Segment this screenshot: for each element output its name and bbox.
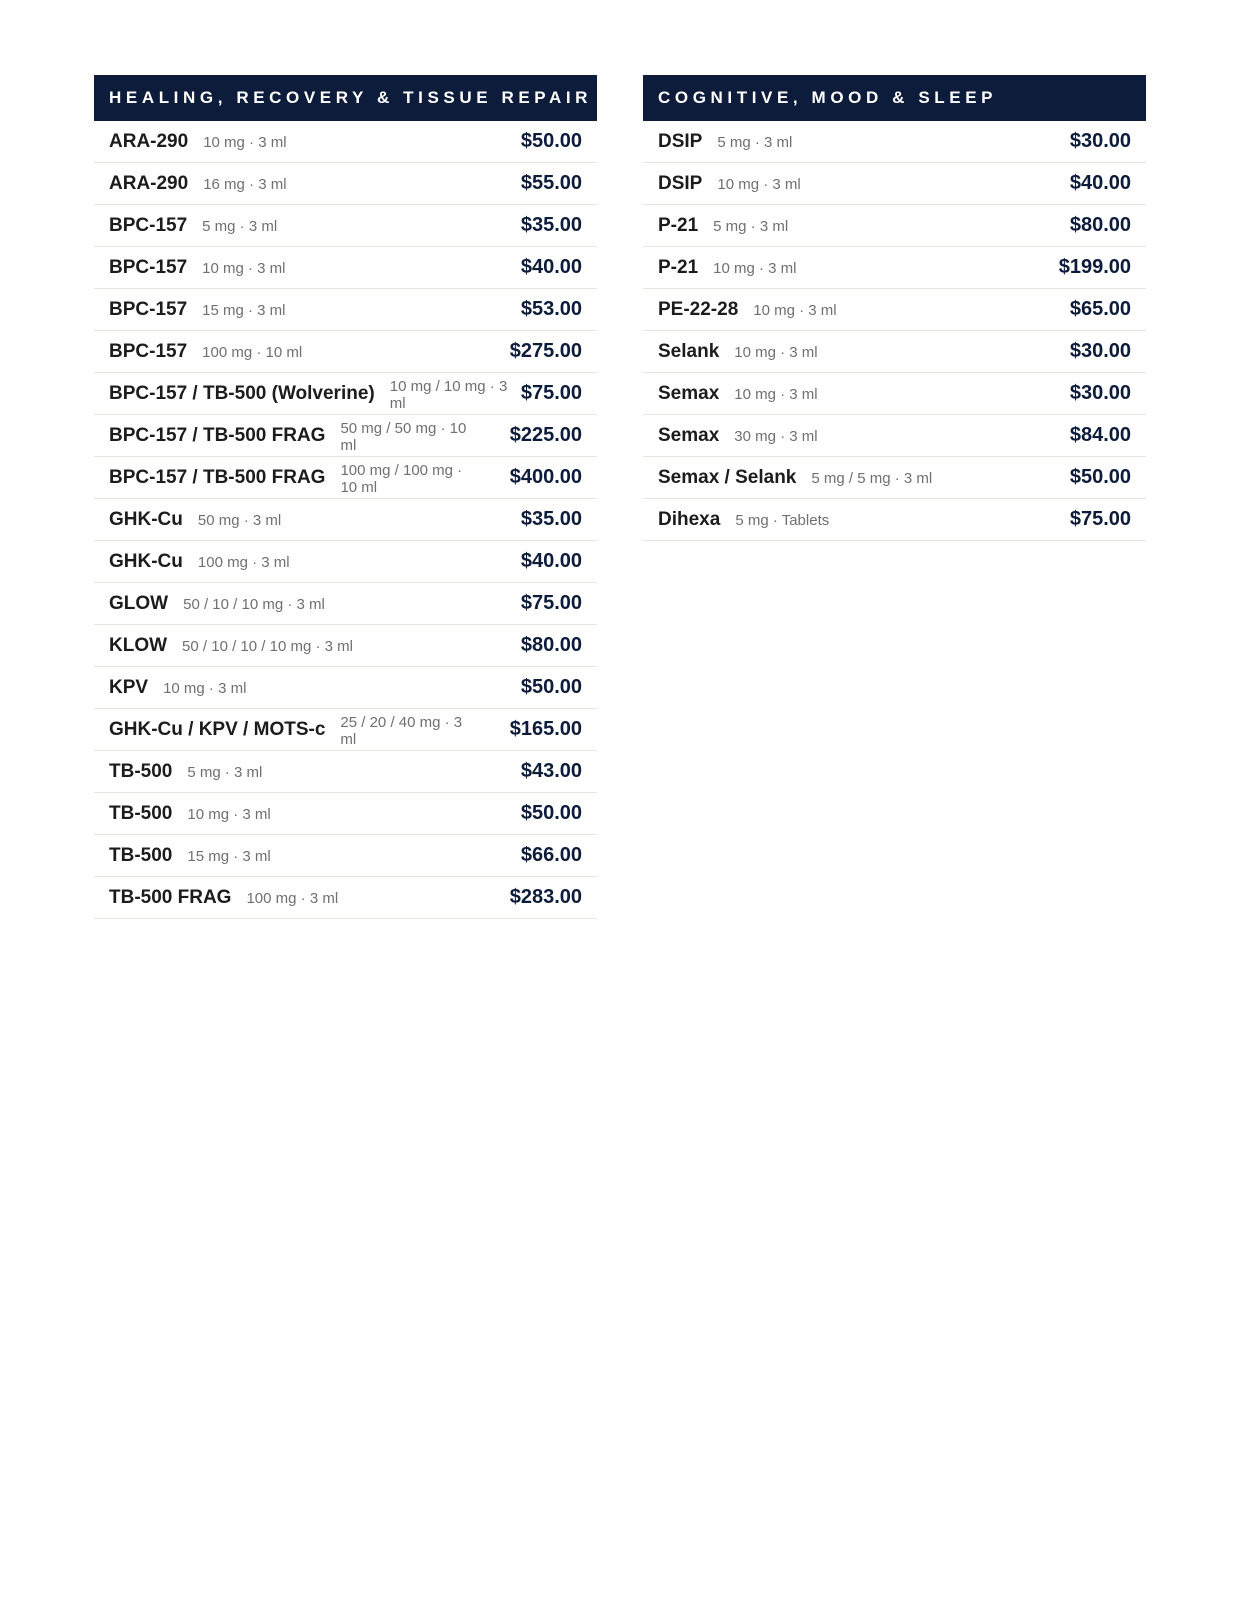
product-name: DSIP <box>658 131 703 152</box>
product-name: TB-500 <box>109 761 173 782</box>
product-price: $225.00 <box>509 424 582 446</box>
price-row <box>643 499 1146 541</box>
section-title: COGNITIVE, MOOD & SLEEP <box>658 88 998 107</box>
product-detail: 10 mg / 10 mg · 3 ml <box>389 378 508 412</box>
section-header <box>643 75 1146 121</box>
product-detail: 50 / 10 / 10 mg · 3 ml <box>183 596 325 613</box>
product-price: $43.00 <box>520 760 582 782</box>
product-detail: 10 mg · 3 ml <box>734 344 818 361</box>
product-name: ARA-290 <box>109 131 189 152</box>
product-detail: 25 / 20 / 40 mg · 3 ml <box>340 714 463 748</box>
product-price: $53.00 <box>520 298 582 320</box>
product-detail: 10 mg · 3 ml <box>734 386 818 403</box>
price-row <box>94 163 597 205</box>
product-name: Semax <box>658 425 720 446</box>
product-price: $65.00 <box>1069 298 1131 320</box>
product-price: $35.00 <box>520 508 582 530</box>
product-name: BPC-157 <box>109 299 188 320</box>
product-detail: 50 / 10 / 10 / 10 mg · 3 ml <box>182 638 353 655</box>
product-detail: 50 mg / 50 mg · 10 ml <box>340 420 467 454</box>
price-row <box>94 751 597 793</box>
price-row <box>643 289 1146 331</box>
product-price: $35.00 <box>520 214 582 236</box>
product-detail: 10 mg · 3 ml <box>717 176 801 193</box>
product-price: $80.00 <box>1069 214 1131 236</box>
price-row <box>94 625 597 667</box>
product-name: Selank <box>658 341 720 362</box>
product-name: BPC-157 / TB-500 (Wolverine) <box>109 383 375 404</box>
product-price: $55.00 <box>520 172 582 194</box>
product-detail: 10 mg · 3 ml <box>202 260 286 277</box>
product-name: Dihexa <box>658 509 721 530</box>
product-detail: 10 mg · 3 ml <box>203 134 287 151</box>
product-name: GHK-Cu <box>109 551 183 572</box>
product-price: $40.00 <box>520 256 582 278</box>
product-price: $165.00 <box>509 718 582 740</box>
price-row <box>643 457 1146 499</box>
price-row <box>94 121 597 163</box>
product-detail: 5 mg · 3 ml <box>202 218 278 235</box>
product-detail: 15 mg · 3 ml <box>187 848 271 865</box>
product-price: $80.00 <box>520 634 582 656</box>
price-row <box>94 415 597 457</box>
product-detail: 16 mg · 3 ml <box>203 176 287 193</box>
price-row <box>643 205 1146 247</box>
product-price: $40.00 <box>1069 172 1131 194</box>
section-title: HEALING, RECOVERY & TISSUE REPAIR <box>109 88 593 107</box>
price-row <box>94 583 597 625</box>
price-row <box>94 289 597 331</box>
product-name: TB-500 FRAG <box>109 887 232 908</box>
product-price: $50.00 <box>520 676 582 698</box>
price-row <box>643 247 1146 289</box>
price-row <box>643 415 1146 457</box>
product-price: $75.00 <box>1069 508 1131 530</box>
product-price: $50.00 <box>1069 466 1131 488</box>
product-name: KPV <box>109 677 149 698</box>
product-detail: 5 mg · Tablets <box>735 512 830 529</box>
product-price: $30.00 <box>1069 340 1131 362</box>
product-name: PE-22-28 <box>658 299 739 320</box>
product-detail: 30 mg · 3 ml <box>734 428 818 445</box>
product-name: DSIP <box>658 173 703 194</box>
product-name: BPC-157 <box>109 215 188 236</box>
product-detail: 100 mg · 3 ml <box>197 554 290 571</box>
product-price: $50.00 <box>520 130 582 152</box>
price-list <box>94 121 597 919</box>
product-name: Semax <box>658 383 720 404</box>
product-name: TB-500 <box>109 803 173 824</box>
product-name: GHK-Cu / KPV / MOTS-c <box>109 719 326 740</box>
product-price: $283.00 <box>509 886 582 908</box>
price-row <box>94 667 597 709</box>
price-row <box>94 793 597 835</box>
price-list-section-cognitive <box>643 75 1146 541</box>
price-row <box>94 709 597 751</box>
product-detail: 5 mg · 3 ml <box>187 764 263 781</box>
price-list-section-healing <box>94 75 597 919</box>
product-detail: 50 mg · 3 ml <box>197 512 282 529</box>
product-name: ARA-290 <box>109 173 189 194</box>
product-name: BPC-157 <box>109 257 188 278</box>
product-detail: 10 mg · 3 ml <box>713 260 797 277</box>
product-detail: 15 mg · 3 ml <box>202 302 286 319</box>
price-row <box>94 331 597 373</box>
section-header <box>94 75 597 121</box>
product-name: GHK-Cu <box>109 509 183 530</box>
product-price: $400.00 <box>509 466 582 488</box>
price-row <box>94 205 597 247</box>
product-price: $30.00 <box>1069 130 1131 152</box>
price-list <box>643 121 1146 541</box>
product-name: BPC-157 / TB-500 FRAG <box>109 425 326 446</box>
product-detail: 5 mg · 3 ml <box>713 218 789 235</box>
product-detail: 100 mg · 3 ml <box>246 890 339 907</box>
product-price: $40.00 <box>520 550 582 572</box>
product-name: P-21 <box>658 257 699 278</box>
product-name: GLOW <box>109 593 169 614</box>
product-name: BPC-157 <box>109 341 188 362</box>
price-row <box>94 541 597 583</box>
price-row <box>643 163 1146 205</box>
product-price: $75.00 <box>520 382 582 404</box>
product-detail: 10 mg · 3 ml <box>163 680 247 697</box>
product-name: TB-500 <box>109 845 173 866</box>
price-row <box>94 877 597 919</box>
product-price: $66.00 <box>520 844 582 866</box>
product-price: $30.00 <box>1069 382 1131 404</box>
price-row <box>94 247 597 289</box>
price-row <box>94 457 597 499</box>
price-row <box>94 499 597 541</box>
product-detail: 100 mg · 10 ml <box>202 344 303 361</box>
product-name: KLOW <box>109 635 168 656</box>
product-detail: 5 mg / 5 mg · 3 ml <box>811 470 933 487</box>
product-price: $275.00 <box>509 340 582 362</box>
price-row <box>94 835 597 877</box>
product-price: $84.00 <box>1069 424 1131 446</box>
price-row <box>643 331 1146 373</box>
product-name: P-21 <box>658 215 699 236</box>
price-row <box>643 121 1146 163</box>
product-detail: 100 mg / 100 mg · 10 ml <box>340 462 463 496</box>
price-row <box>643 373 1146 415</box>
product-price: $50.00 <box>520 802 582 824</box>
price-row <box>94 373 597 415</box>
product-price: $199.00 <box>1058 256 1131 278</box>
product-name: Semax / Selank <box>658 467 797 488</box>
product-detail: 5 mg · 3 ml <box>717 134 793 151</box>
product-price: $75.00 <box>520 592 582 614</box>
product-detail: 10 mg · 3 ml <box>187 806 271 823</box>
product-detail: 10 mg · 3 ml <box>753 302 837 319</box>
product-name: BPC-157 / TB-500 FRAG <box>109 467 326 488</box>
